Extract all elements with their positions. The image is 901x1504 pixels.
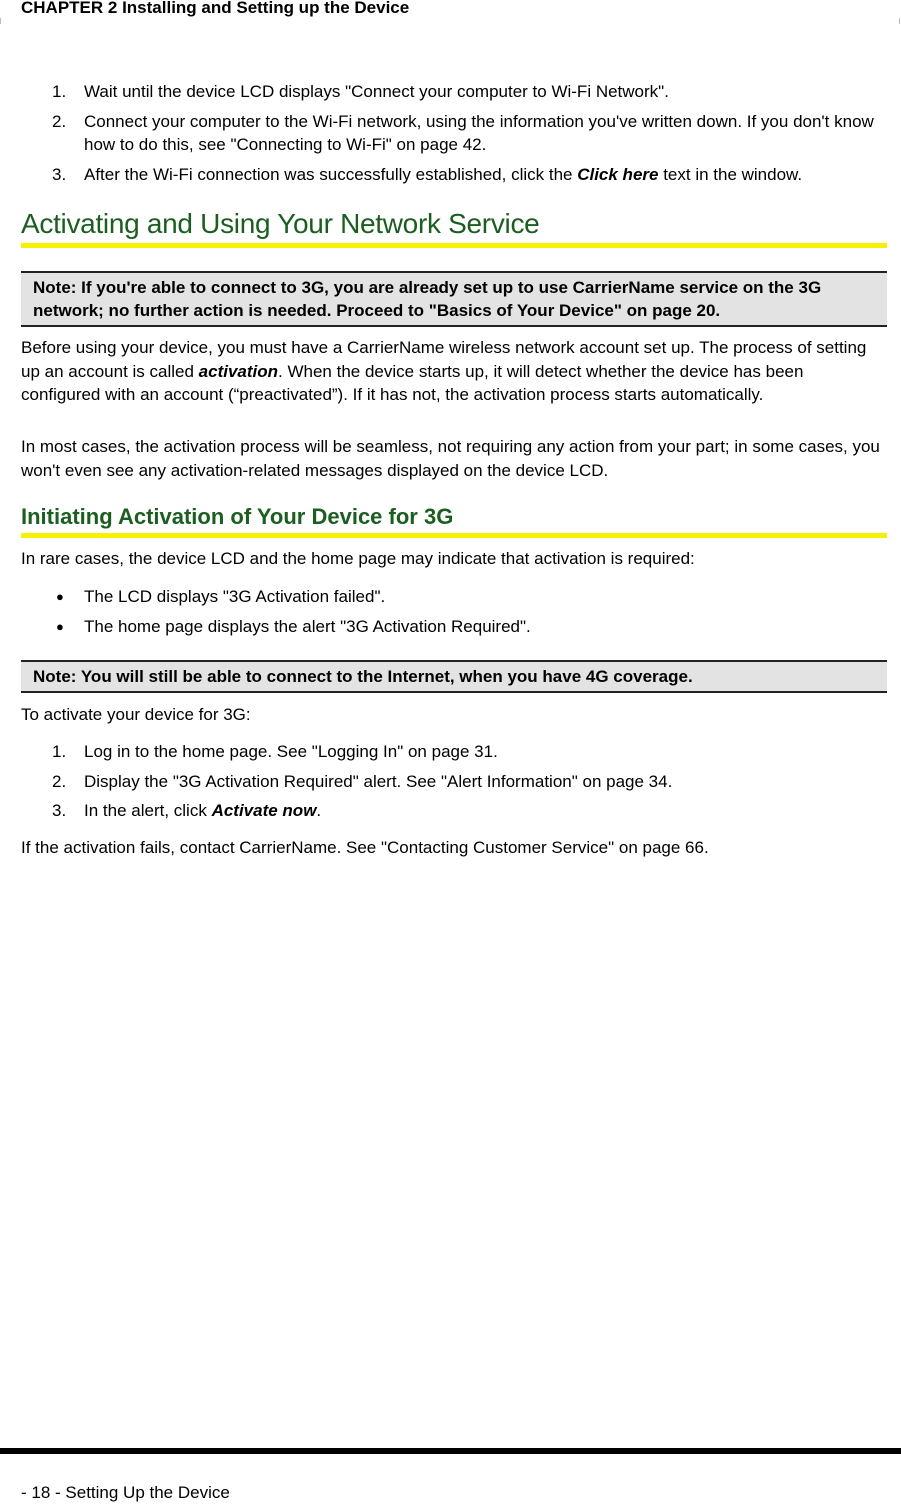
step-number: 2. xyxy=(52,771,67,791)
chapter-header: CHAPTER 2 Installing and Setting up the Device xyxy=(21,0,410,17)
step-text-before: After the Wi-Fi connection was successfully established, click the xyxy=(84,164,578,184)
corner-tick-right xyxy=(899,18,900,24)
bullet-icon: ● xyxy=(56,589,64,604)
corner-tick-left xyxy=(0,18,1,24)
step-text-after: . xyxy=(316,801,322,820)
steps-list-activate xyxy=(21,740,887,823)
note-3g-ready: Note: If you're able to connect to 3G, you are already set up to use CarrierName service on the 3G network; no further action is needed. Proceed to "Basics of Your Device" on page 20. xyxy=(21,271,887,327)
step-number: 1. xyxy=(52,742,67,761)
list-item xyxy=(21,615,887,639)
step-text: Display the "3G Activation Required" alert. See "Alert Information" on page 34. xyxy=(84,771,673,791)
list-item xyxy=(21,740,887,764)
paragraph-to-activate: To activate your device for 3G: xyxy=(21,705,251,724)
list-item xyxy=(21,770,887,794)
step-number: 1. xyxy=(52,82,67,101)
paragraph-rare-cases: In rare cases, the device LCD and the home page may indicate that activation is required: xyxy=(21,549,695,568)
section-heading-initiating: Initiating Activation of Your Device for 3G xyxy=(21,503,887,538)
step-text: Connect your computer to the Wi-Fi network, using the information you've written down. If you don't know how to do this, see "Connecting to Wi-Fi" on page 42. xyxy=(84,111,874,154)
para-text-before: Before using your device, you must have a CarrierName wireless network account set up. The process of setting up an account is called xyxy=(21,338,867,381)
step-text: Log in to the home page. See "Logging In" on page 31. xyxy=(84,742,498,761)
paragraph-seamless: In most cases, the activation process will be seamless, not requiring any action from your part; in some cases, you won't even see any activation-related messages displayed on the device LCD. xyxy=(21,437,880,480)
paragraph-activation xyxy=(21,336,887,407)
bullet-text: The home page displays the alert "3G Activation Required". xyxy=(84,616,531,636)
step-text-after: text in the window. xyxy=(658,164,803,184)
step-text: Wait until the device LCD displays "Connect your computer to Wi-Fi Network". xyxy=(84,82,669,101)
steps-list-top xyxy=(21,80,887,186)
bullet-icon: ● xyxy=(56,618,64,634)
list-item xyxy=(21,110,887,157)
click-here-emphasis: Click here xyxy=(577,164,659,184)
para-text-after: . When the device starts up, it will detect whether the device has been configured with an account (“preactivated”). If it has not, the activation process starts automatically. xyxy=(21,361,804,404)
step-text-before: In the alert, click xyxy=(84,801,212,820)
bullet-list xyxy=(21,585,887,638)
list-item xyxy=(21,799,887,823)
note-4g-coverage: Note: You will still be able to connect to the Internet, when you have 4G coverage. xyxy=(21,660,887,693)
section-heading-activating: Activating and Using Your Network Service xyxy=(21,207,887,248)
step-number: 3. xyxy=(52,164,67,184)
bullet-text: The LCD displays "3G Activation failed". xyxy=(84,587,386,606)
step-number: 2. xyxy=(52,111,67,131)
step-number: 3. xyxy=(52,801,67,820)
activate-now-emphasis: Activate now xyxy=(211,801,317,820)
list-item xyxy=(21,80,887,104)
list-item xyxy=(21,163,887,187)
paragraph-if-fails: If the activation fails, contact CarrierName. See "Contacting Customer Service" on page 66. xyxy=(21,838,709,857)
list-item xyxy=(21,585,887,609)
footer-page-label: - 18 - Setting Up the Device xyxy=(21,1483,230,1502)
activation-emphasis: activation xyxy=(198,361,279,381)
footer-divider xyxy=(0,1448,901,1454)
